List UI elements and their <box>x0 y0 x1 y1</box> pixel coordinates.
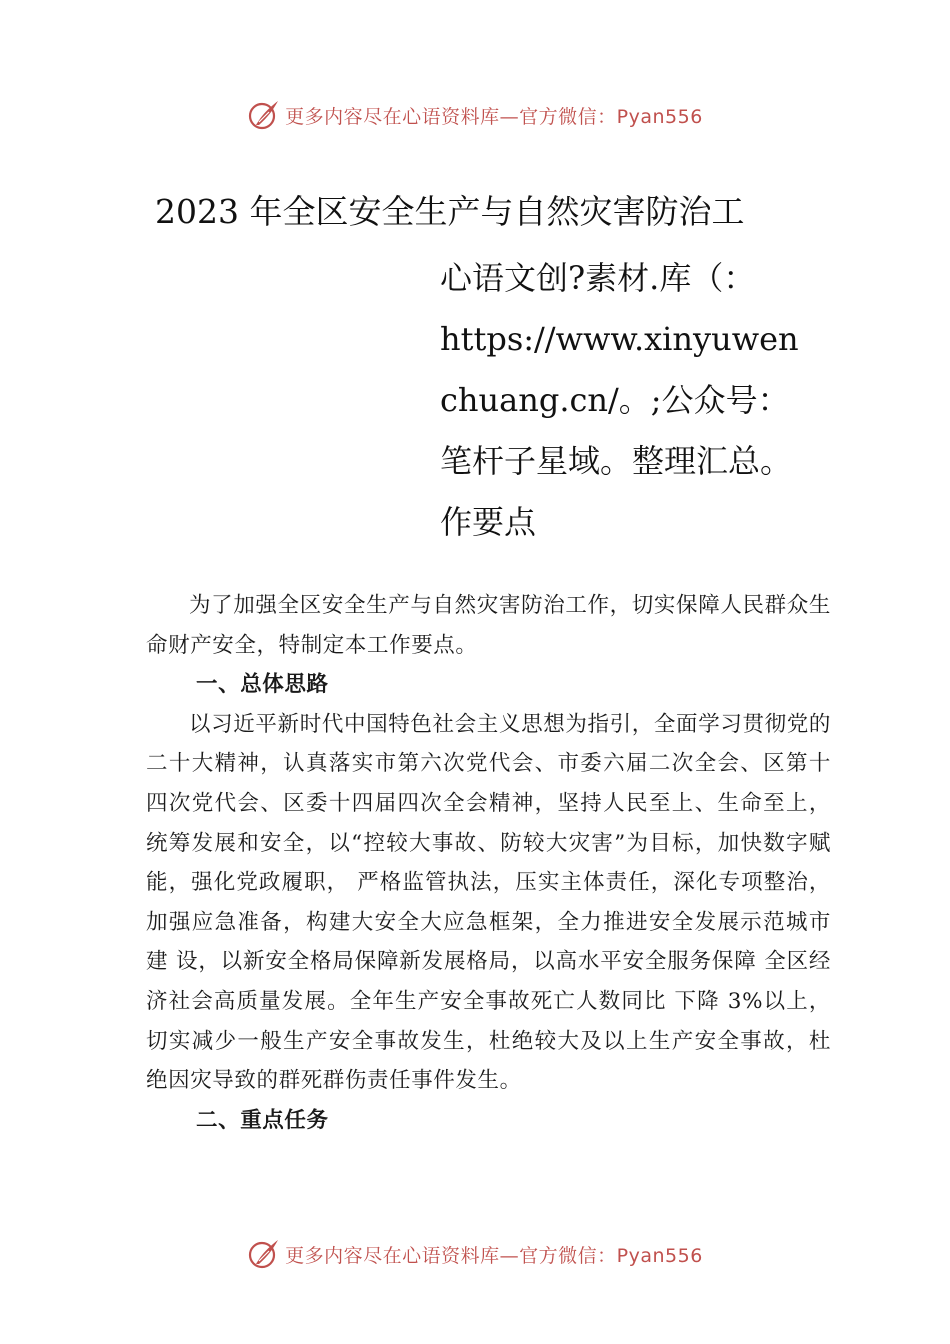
title-line: https://www.xinyuwen <box>440 320 799 358</box>
title-line: 心语文创?素材.库（： <box>440 259 756 297</box>
title-line: 笔杆子星域。整理汇总。 <box>440 442 793 480</box>
header-banner-text <box>285 102 703 129</box>
footer-banner-label: 更多内容尽在心语资料库—官方微信： <box>285 1244 617 1267</box>
document-title-line1: 2023 年全区安全生产与自然灾害防治工 <box>155 192 745 231</box>
document-body <box>146 586 831 1140</box>
section-heading-general-approach: 一、总体思路 <box>196 672 329 698</box>
quill-pen-logo-icon <box>247 98 281 132</box>
header-banner <box>0 95 950 135</box>
footer-wechat-id: Pyan556 <box>616 1244 703 1267</box>
general-approach-paragraph: 以习近平新时代中国特色社会主义思想为指引，全面学习贯彻党的二十大精神，认真落实市第六次党代会、市委六届二次全会、区第十四次党代会、区委十四届四次全会精神，坚持人民至上、生命至上，统筹发展和安全，以“控较大事故、防较大灾害”为目标，加快数字赋能，强化党政履职， 严格监管执法，压实主体责任，深化专项整治，加强应急准备，构建大安全大应急框架，全力推进安全发展示范城市建 设，以新安全格局保障新发展格局，以高水平安全服务保障 全区经济社会高质量发展。全年生产安全事故死亡人数同比 下降 3%以上，切实减少一般生产安全事故发生，杜绝较大及以上生产安全事故，杜绝因灾导致的群死群伤责任事件发生。 <box>146 711 831 1094</box>
intro-paragraph: 为了加强全区安全生产与自然灾害防治工作，切实保障人民群众生命财产安全，特制定本工作要点。 <box>146 593 831 658</box>
quill-pen-logo-icon <box>247 1237 281 1271</box>
title-line: 作要点 <box>440 503 537 541</box>
title-line: chuang.cn/。;公众号： <box>440 381 790 419</box>
header-banner-label: 更多内容尽在心语资料库—官方微信： <box>285 105 617 128</box>
section-heading-key-tasks: 二、重点任务 <box>196 1107 329 1133</box>
document-title-block <box>440 248 840 553</box>
footer-banner-text <box>285 1241 703 1268</box>
header-wechat-id: Pyan556 <box>616 105 703 128</box>
footer-banner <box>0 1234 950 1274</box>
